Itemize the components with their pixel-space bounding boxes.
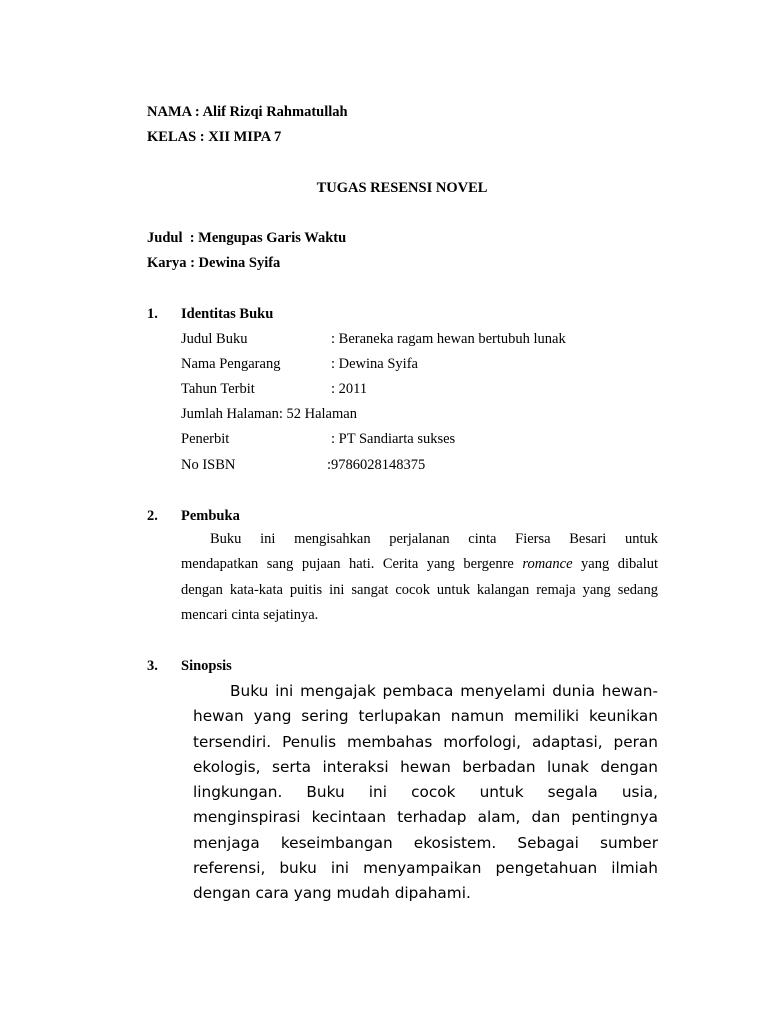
paragraph-line: tersendiri. Penulis membahas morfologi, adaptasi, peran [193, 732, 658, 751]
identity-value: : PT Sandiarta sukses [331, 431, 456, 447]
section-number-2: 2. [147, 508, 158, 524]
section-heading-pembuka: Pembuka [181, 508, 240, 524]
identity-label: Jumlah Halaman: 52 Halaman [181, 406, 357, 422]
paragraph-line: Buku ini mengajak pembaca menyelami dunia hewan- [230, 682, 658, 700]
paragraph-line: mencari cinta sejatinya. [181, 606, 319, 623]
identity-value: :9786028148375 [327, 457, 426, 473]
paragraph-line: referensi, buku ini menyampaikan pengetahuan ilmiah [193, 859, 658, 878]
novel-title: Judul : Mengupas Garis Waktu [147, 230, 347, 246]
sinopsis-paragraph [193, 679, 658, 907]
section-number-1: 1. [147, 306, 158, 322]
paragraph-line: Buku ini mengisahkan perjalanan cinta Fiersa Besari untuk [210, 531, 658, 547]
emphasis-romance: romance [522, 556, 573, 573]
paragraph-line: menginspirasi kecintaan terhadap alam, dan pentingnya [193, 808, 658, 827]
paragraph-line: menjaga keseimbangan ekosistem. Sebagai sumber [193, 833, 658, 852]
novel-author: Karya : Dewina Syifa [147, 255, 281, 271]
paragraph-line [181, 552, 658, 577]
paragraph-line: dengan kata-kata puitis ini sangat cocok untuk kalangan remaja yang sedang [181, 581, 658, 598]
identity-value: : Dewina Syifa [331, 356, 418, 372]
student-class: KELAS : XII MIPA 7 [147, 129, 282, 145]
identity-label: Judul Buku [181, 331, 248, 347]
identity-value: : Beraneka ragam hewan bertubuh lunak [331, 331, 566, 347]
identity-label: Nama Pengarang [181, 356, 281, 372]
paragraph-text: yang dibalut [572, 556, 658, 573]
identity-value: : 2011 [331, 381, 368, 397]
section-number-3: 3. [147, 658, 158, 674]
paragraph-line: ekologis, serta interaksi hewan berbadan lunak dengan [193, 757, 658, 776]
identity-label: Penerbit [181, 431, 230, 447]
section-heading-identitas: Identitas Buku [181, 306, 274, 322]
pembuka-paragraph [181, 527, 658, 628]
paragraph-line: dengan cara yang mudah dipahami. [193, 884, 471, 903]
student-name: NAMA : Alif Rizqi Rahmatullah [147, 104, 348, 120]
paragraph-line: lingkungan. Buku ini cocok untuk segala usia, [193, 783, 658, 802]
section-heading-sinopsis: Sinopsis [181, 658, 232, 674]
identity-label: Tahun Terbit [181, 381, 255, 397]
document-title: TUGAS RESENSI NOVEL [316, 180, 488, 196]
paragraph-text: mendapatkan sang pujaan hati. Cerita yang bergenre [181, 556, 523, 573]
identity-label: No ISBN [181, 457, 236, 473]
paragraph-line: hewan yang sering terlupakan namun memiliki keunikan [193, 707, 658, 726]
